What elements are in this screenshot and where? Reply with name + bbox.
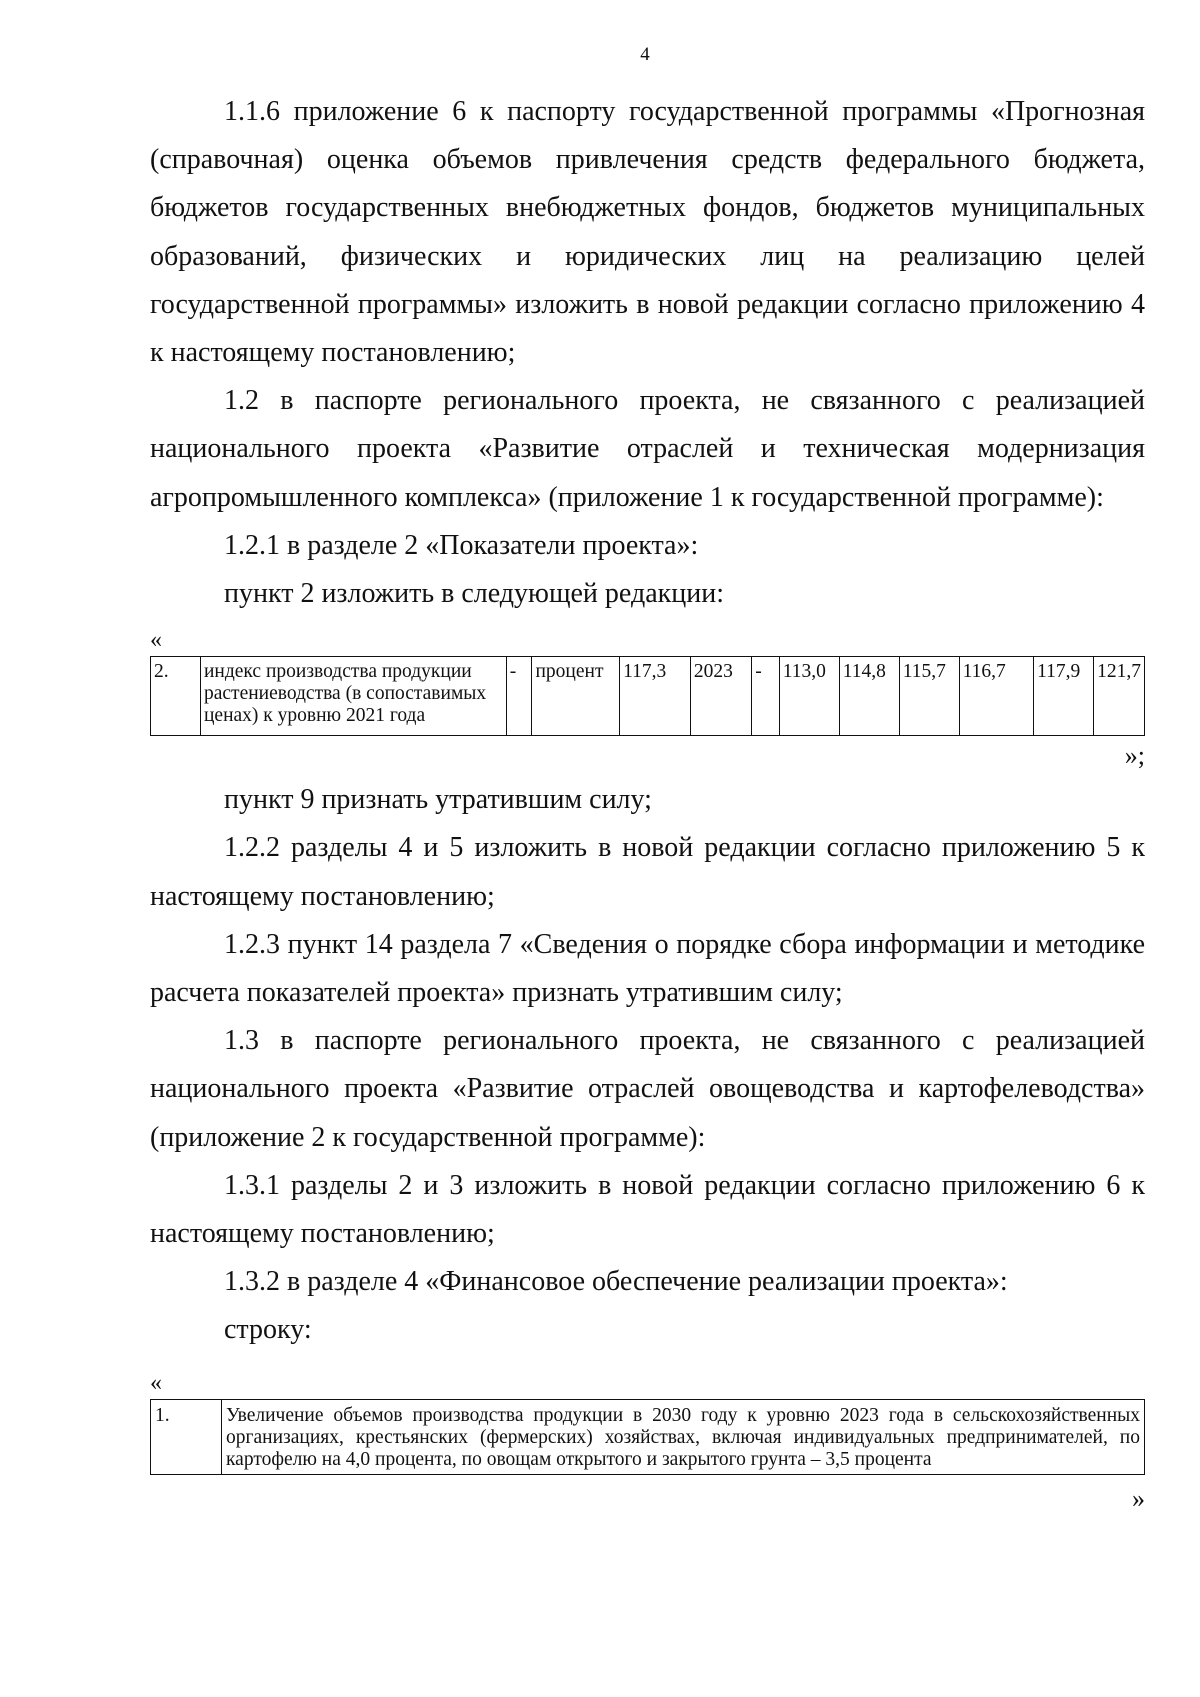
paragraph-1-1-6: 1.1.6 приложение 6 к паспорту государственной программы «Прогнозная (справочная) оценка объемов привлечения средств федерального бюджета, бюджетов государственных внебюджетных фондов, бюджетов муниципальных образований, физических и юридических лиц на реализацию целей государственной программы» изложить в новой редакции согласно приложению 4 к настоящему постановлению; <box>150 96 1145 369</box>
paragraph-1-3-2: 1.3.2 в разделе 4 «Финансовое обеспечение реализации проекта»: <box>224 1266 1008 1298</box>
financing-text-cell: Увеличение объемов производства продукции в 2030 году к уровню 2023 года в сельскохозяйственных организациях, крестьянских (фермерских) хозяйствах, включая индивидуальных предпринимателей, по картофелю на 4,0 процента, по овощам открытого и закрытого грунта – 3,5 процента <box>222 1399 1145 1474</box>
paragraph-stroku: строку: <box>224 1314 312 1346</box>
unit-cell: процент <box>532 657 620 736</box>
paragraph-punkt-2: пункт 2 изложить в следующей редакции: <box>224 578 724 610</box>
value-cell: 117,9 <box>1034 657 1094 736</box>
indicator-name-cell: индекс производства продукции растениеводства (в сопоставимых ценах) к уровню 2021 года <box>200 657 506 736</box>
dash-cell: - <box>752 657 780 736</box>
row-number-cell: 1. <box>151 1399 222 1474</box>
row-number-cell: 2. <box>151 657 201 736</box>
financing-table <box>150 1399 1145 1475</box>
paragraph-punkt-9: пункт 9 признать утратившим силу; <box>224 784 652 816</box>
paragraph-1-3: 1.3 в паспорте регионального проекта, не связанного с реализацией национального проекта «Развитие отраслей овощеводства и картофелеводства» (приложение 2 к государственной программе): <box>150 1025 1145 1153</box>
value-cell: 115,7 <box>899 657 959 736</box>
quote-close-mark: » <box>1132 1483 1145 1513</box>
paragraph-1-3-1: 1.3.1 разделы 2 и 3 изложить в новой редакции согласно приложению 6 к настоящему постановлению; <box>150 1169 1145 1250</box>
page-number: 4 <box>640 44 650 65</box>
value-cell: 113,0 <box>779 657 839 736</box>
base-year-cell: 2023 <box>690 657 751 736</box>
indicator-table <box>150 656 1145 736</box>
value-cell: 116,7 <box>959 657 1033 736</box>
quote-open-mark: « <box>150 1369 162 1396</box>
quote-open-mark: « <box>150 627 162 654</box>
table-row <box>151 657 1145 736</box>
paragraph-1-2-1: 1.2.1 в разделе 2 «Показатели проекта»: <box>224 529 699 561</box>
dash-cell: - <box>506 657 532 736</box>
document-body <box>150 88 1145 1519</box>
table-row <box>151 1399 1145 1474</box>
quote-close-mark: »; <box>1124 741 1145 771</box>
value-cell: 114,8 <box>839 657 899 736</box>
paragraph-1-2-2: 1.2.2 разделы 4 и 5 изложить в новой редакции согласно приложению 5 к настоящему постановлению; <box>150 832 1145 912</box>
base-value-cell: 117,3 <box>620 657 691 736</box>
paragraph-1-2: 1.2 в паспорте регионального проекта, не связанного с реализацией национального проекта «Развитие отраслей и техническая модернизация агропромышленного комплекса» (приложение 1 к государственной программе): <box>150 385 1145 513</box>
paragraph-1-2-3: 1.2.3 пункт 14 раздела 7 «Сведения о порядке сбора информации и методике расчета показателей проекта» признать утратившим силу; <box>150 928 1145 1009</box>
value-cell: 121,7 <box>1094 657 1145 736</box>
